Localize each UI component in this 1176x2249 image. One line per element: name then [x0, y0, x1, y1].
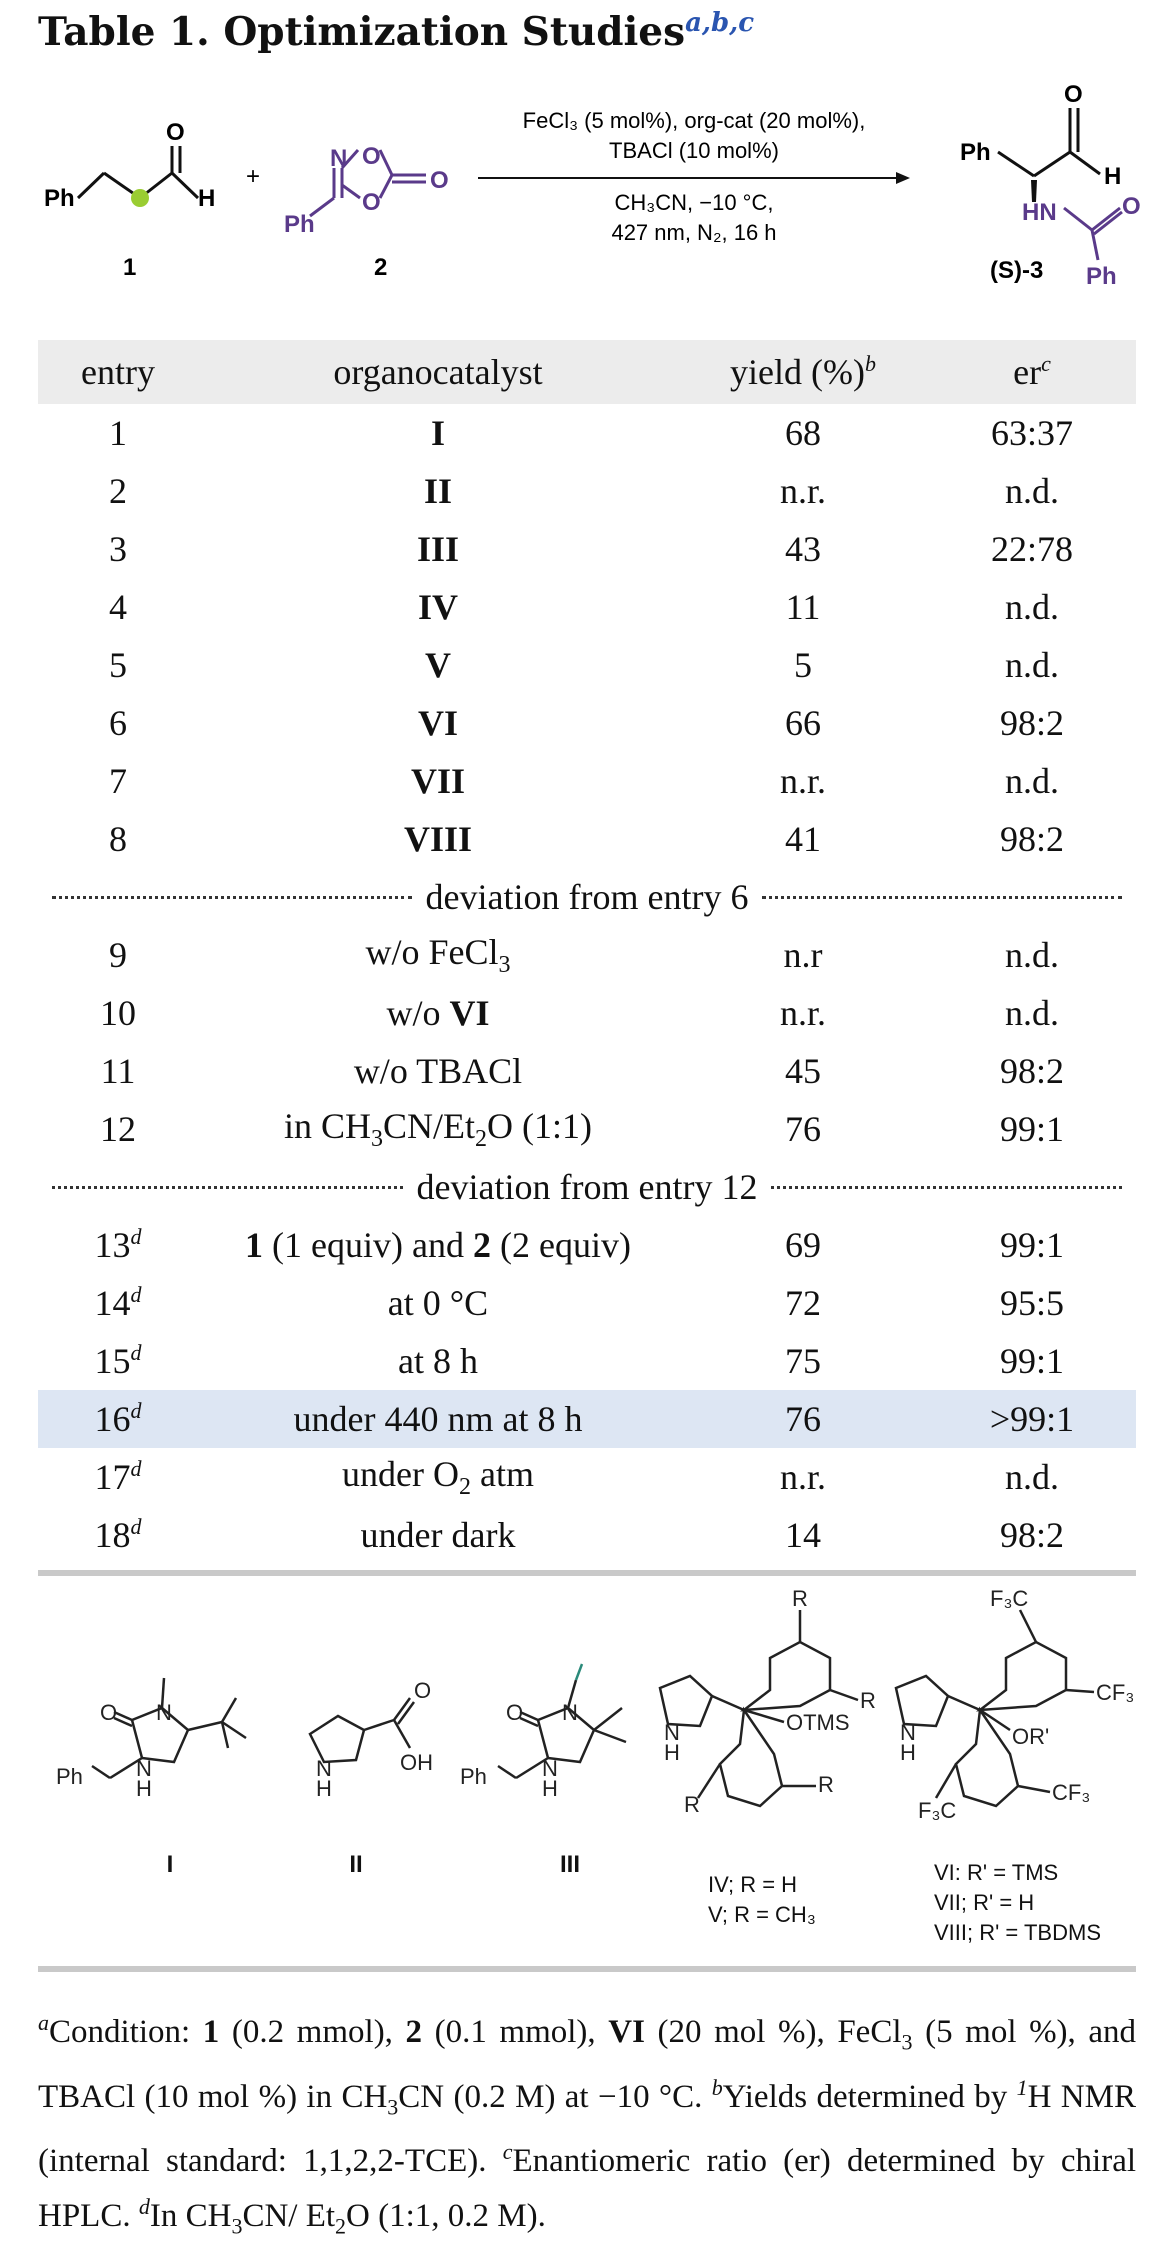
conditions-line4: 427 nm, N₂, 16 h [611, 220, 777, 245]
n-label: N [562, 1700, 578, 1725]
reaction-scheme [0, 70, 1176, 300]
table-bottom-rule [38, 1570, 1136, 1576]
r-label: R [860, 1688, 876, 1713]
o-label: O [100, 1700, 118, 1725]
catalyst-II-label: II [349, 1851, 363, 1878]
h-label: H [664, 1740, 680, 1765]
table-row-highlighted: 16$^d$ under 440 nm at 8 h 76 >99:1 [38, 1390, 1136, 1448]
table-row: 1 I 68 63:37 [109, 413, 1073, 453]
ph-label: Ph [960, 139, 991, 166]
o-label: O [414, 1678, 432, 1703]
catalyst-VI-line: VI: R' = TMS [934, 1860, 1059, 1885]
compound-1-label: 1 [123, 254, 137, 281]
n-label: N [330, 145, 348, 172]
or-label: OR' [1012, 1724, 1050, 1749]
header-er: $er^c$ [1013, 351, 1051, 392]
o-label: O [430, 167, 449, 194]
section-divider: deviation from entry 6 [38, 868, 1136, 926]
nh-label: N [542, 1756, 558, 1781]
ph-label: Ph [460, 1764, 487, 1789]
catalyst-IV-V-line2: V; R = CH₃ [708, 1902, 816, 1927]
table-row: 7 VII n.r. n.d. [109, 761, 1059, 801]
header-organocatalyst: organocatalyst [333, 352, 543, 392]
cf3-label: CF₃ [1096, 1680, 1135, 1705]
oh-label: OH [400, 1750, 433, 1775]
nh-label: N [316, 1756, 332, 1781]
table-row: 9 w/o FeCl$_3$ n.r n.d. [109, 931, 1059, 979]
plus-sign: + [246, 163, 261, 190]
o-label: O [362, 143, 381, 170]
compound-3-label: (S)-3 [990, 257, 1044, 284]
ph-label: Ph [44, 185, 75, 212]
o-label: O [362, 189, 381, 216]
conditions-line1: FeCl₃ (5 mol%), org-cat (20 mol%), [522, 108, 866, 133]
r-label: R [792, 1586, 808, 1611]
table-row: 5 V 5 n.d. [109, 645, 1059, 685]
nh-label: N [664, 1720, 680, 1745]
n-label: N [156, 1700, 172, 1725]
table-row: 2 II n.r. n.d. [109, 471, 1059, 511]
table-row: 6 VI 66 98:2 [109, 703, 1064, 743]
header-entry: entry [81, 352, 155, 392]
o-label: O [166, 119, 185, 146]
catalyst-I-label: I [166, 1851, 174, 1878]
catalyst-VIII-line: VIII; R' = TBDMS [934, 1920, 1101, 1945]
h-label: H [198, 185, 216, 212]
table-row: 11 w/o TBACl 45 98:2 [100, 1051, 1064, 1091]
table-header [38, 340, 1136, 404]
o-label: O [1064, 81, 1083, 108]
otms-label: OTMS [786, 1710, 850, 1735]
hn-label: HN [1022, 199, 1057, 226]
h-label: H [900, 1740, 916, 1765]
footnotes [38, 2000, 1136, 2249]
h-label: H [542, 1776, 558, 1801]
catalyst-VII-line: VII; R' = H [934, 1890, 1035, 1915]
table-title: Table 1. Optimization Studies$^{a,b,c}$ [38, 8, 755, 55]
h-label: H [1104, 163, 1122, 190]
ph-label: Ph [1086, 263, 1117, 290]
header-yield: yield (%)$^b$ [730, 351, 876, 392]
section-divider: deviation from entry 12 [38, 1158, 1136, 1216]
methyl-bond [576, 1664, 582, 1680]
reactive-site-dot [131, 189, 149, 207]
r-label: R [818, 1772, 834, 1797]
table-row: 14$^d$ at 0 °C 72 95:5 [94, 1282, 1064, 1323]
catalyst-IV-V-line1: IV; R = H [708, 1872, 798, 1897]
cf3-label: F₃C [990, 1586, 1029, 1611]
table-row: 18$^d$ under dark 14 98:2 [94, 1514, 1064, 1555]
ph-label: Ph [284, 211, 315, 238]
nh-label: N [136, 1756, 152, 1781]
o-label: O [1122, 193, 1141, 220]
h-label: H [316, 1776, 332, 1801]
h-label: H [136, 1776, 152, 1801]
optimization-table [38, 340, 1136, 1564]
conditions-line3: CH₃CN, −10 °C, [614, 190, 774, 215]
compound-2-label: 2 [374, 254, 388, 281]
footnote-a: $^a$Condition: 1 (0.2 mmol), 2 (0.1 mmol), VI (20 mol %), FeCl$_3$ (5 mol %), and TBACl (10 mol %) in $CH_3CN$ (0.2 M) at −10 °C. $^b$Yields determined by $^1$H NMR (internal standard: 1,1,2,2-TCE). $^c$Enantiomeric ratio (er) determined by chiral HPLC. $^d$In $CH_3CN/$ $Et_2O$ (1:1, 0.2 M). [38, 2010, 1137, 2239]
table-row: 12 in $CH_3CN/Et_2O$ (1:1) 76 99:1 [100, 1105, 1064, 1153]
o-label: O [506, 1700, 524, 1725]
ph-label: Ph [56, 1764, 83, 1789]
catalyst-III-label: III [559, 1851, 581, 1878]
cf3-label: CF₃ [1052, 1780, 1091, 1805]
f3c-label: F₃C [918, 1798, 957, 1823]
footnote-rule [38, 1966, 1136, 1972]
table-row: 13$^d$ 1 (1 equiv) and 2 (2 equiv) 69 99:1 [94, 1224, 1064, 1265]
table-row: 17$^d$ under $O_2$ atm n.r. n.d. [94, 1453, 1059, 1501]
table-row: 3 III 43 22:78 [109, 529, 1073, 569]
r-label: R [684, 1792, 700, 1817]
catalyst-structures [0, 1580, 1176, 1960]
table-row: 4 IV 11 n.d. [109, 587, 1059, 627]
table-row: 15$^d$ at 8 h 75 99:1 [94, 1340, 1064, 1381]
conditions-line2: TBACl (10 mol%) [609, 138, 779, 163]
nh-label: N [900, 1720, 916, 1745]
table-row: 8 VIII 41 98:2 [109, 819, 1064, 859]
table-row: 10 w/o VI n.r. n.d. [100, 993, 1059, 1033]
